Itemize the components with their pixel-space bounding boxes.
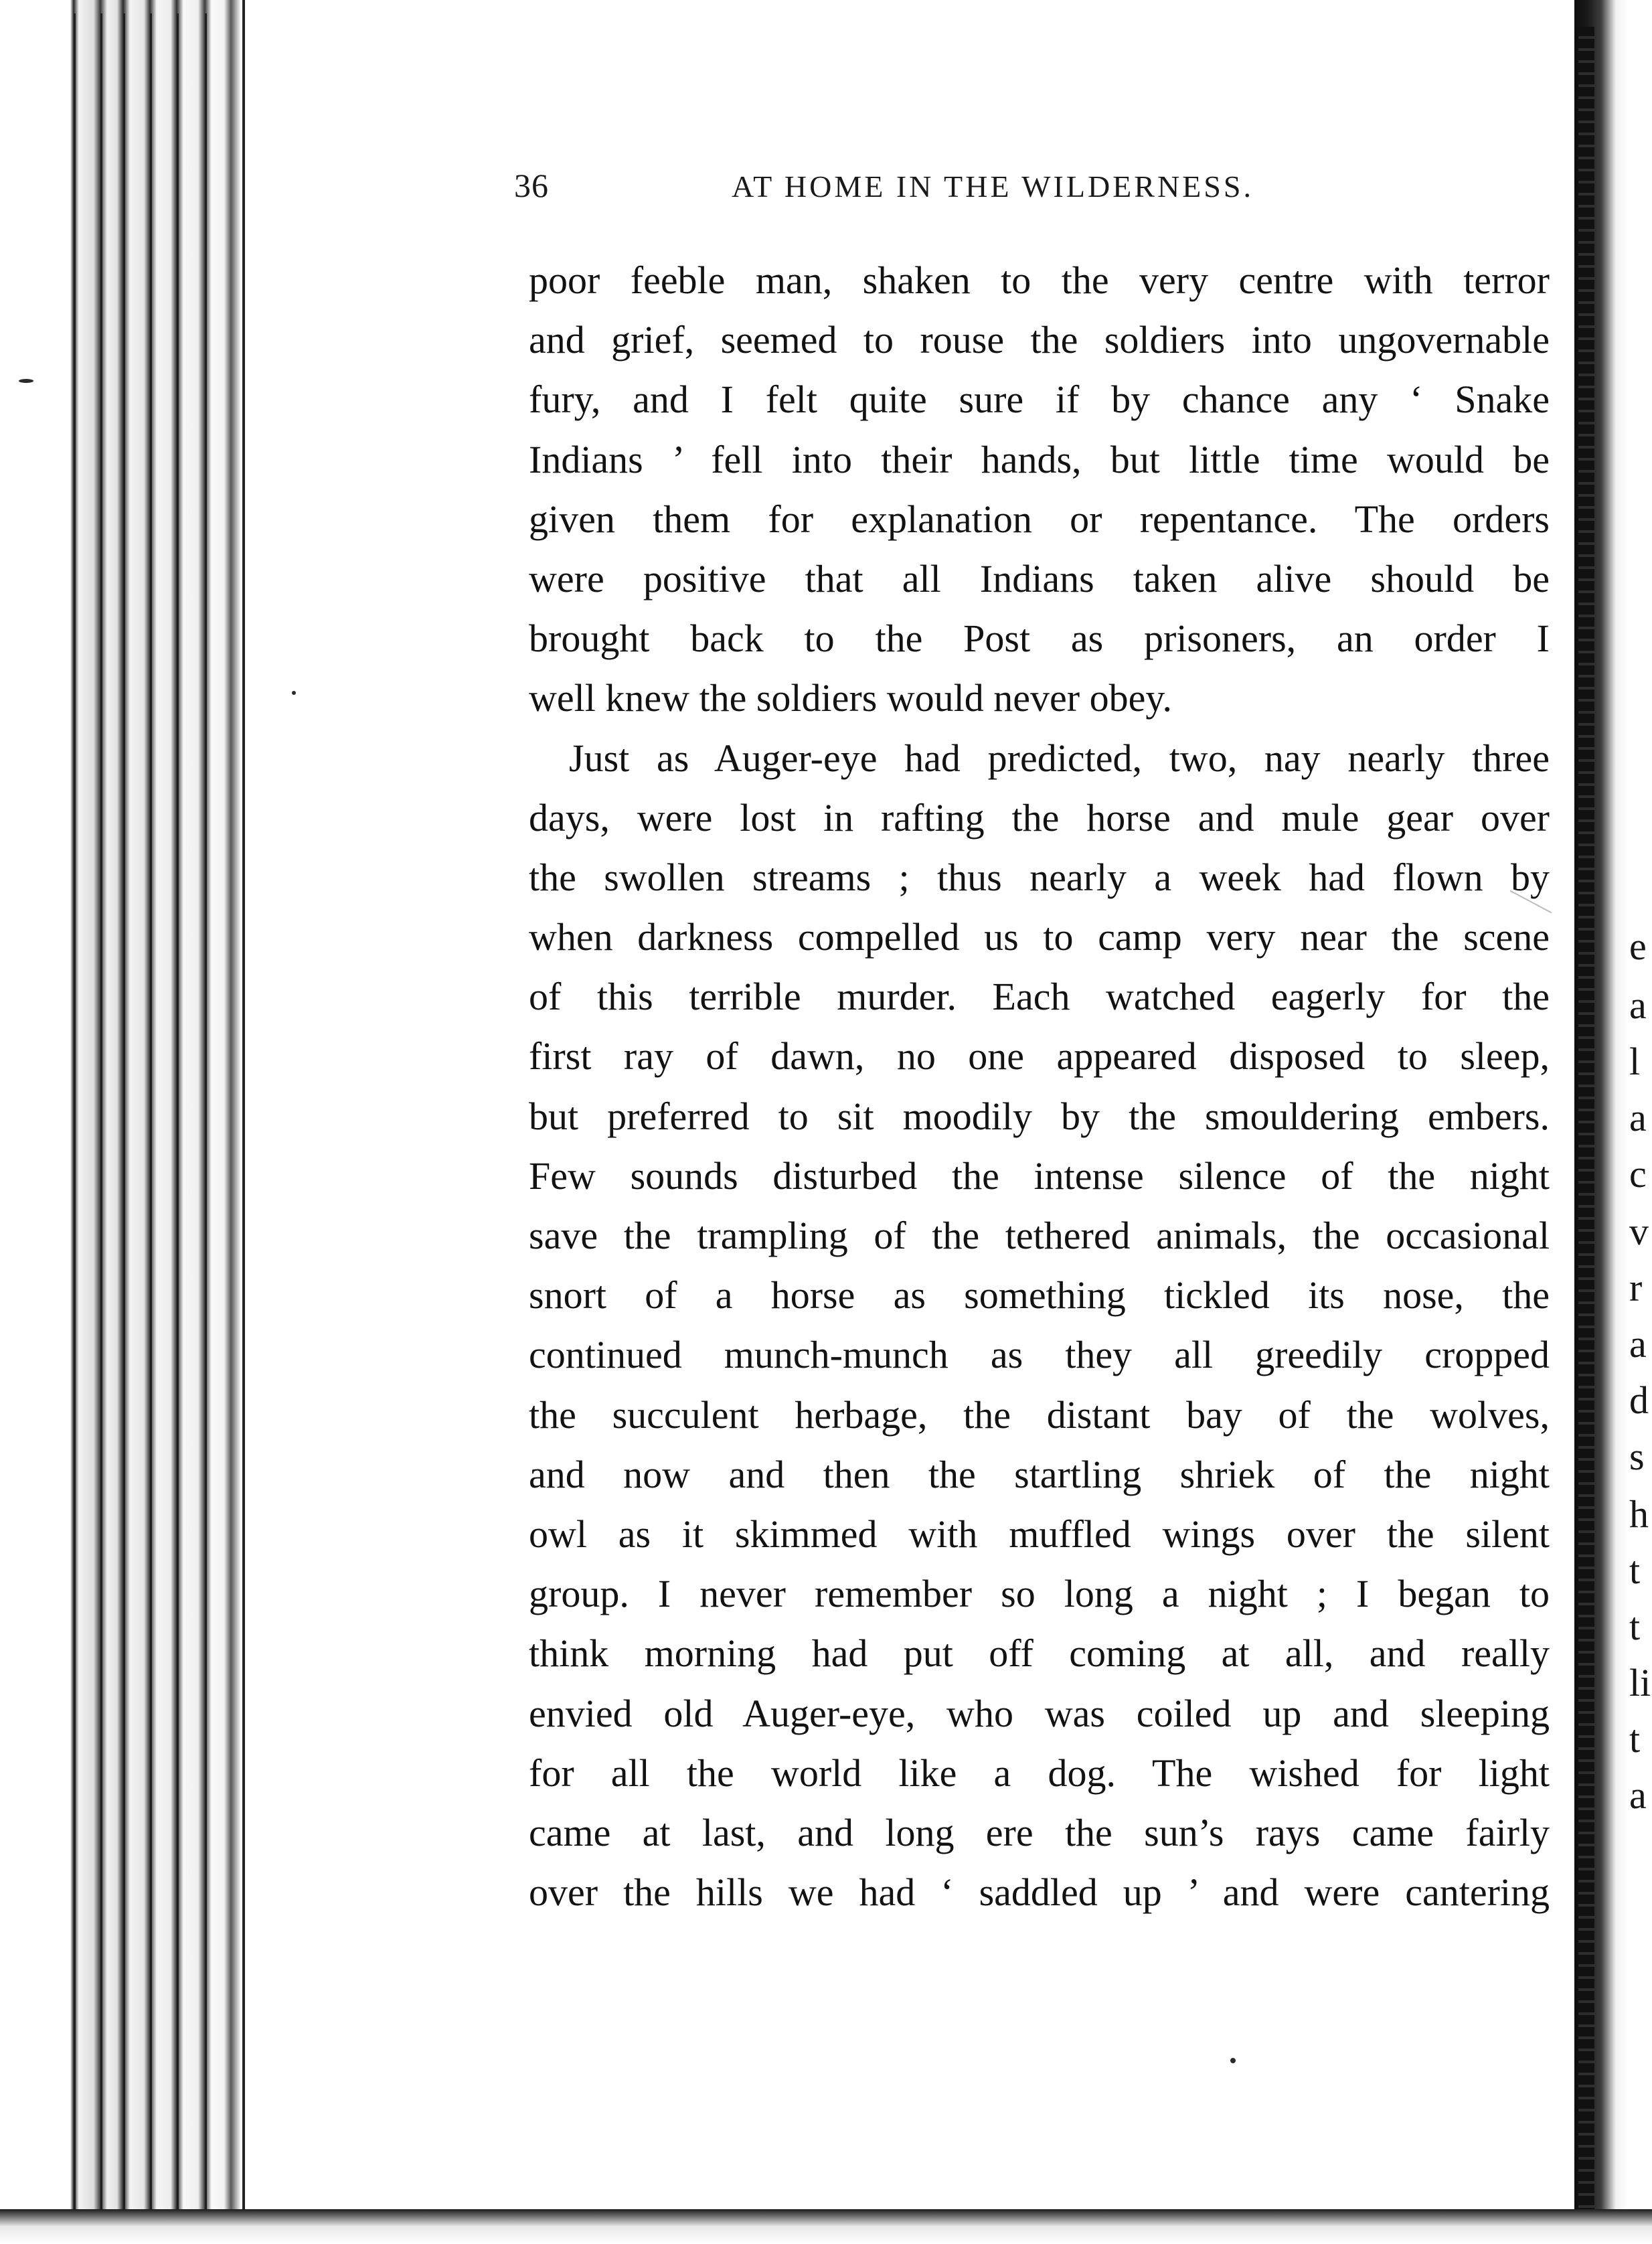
text-line: were positive that all Indians taken alive should be	[529, 556, 1550, 600]
text-line: Few sounds disturbed the intense silence of the night	[529, 1153, 1550, 1198]
text-line: but preferred to sit moodily by the smouldering embers.	[529, 1094, 1550, 1138]
text-line: first ray of dawn, no one appeared disposed to sleep,	[529, 1034, 1550, 1078]
facing-page-letter: t	[1629, 1548, 1641, 1592]
text-line: for all the world like a dog. The wished for light	[529, 1751, 1550, 1795]
facing-page-letter: d	[1629, 1378, 1649, 1422]
text-line: envied old Auger-eye, who was coiled up and sleeping	[529, 1691, 1550, 1735]
spine-edges	[1578, 27, 1594, 2229]
facing-page-letter: l	[1629, 1040, 1641, 1083]
text-line: owl as it skimmed with muffled wings over the silent	[529, 1512, 1550, 1556]
text-line: continued munch-munch as they all greedily cropped	[529, 1333, 1550, 1377]
text-line: fury, and I felt quite sure if by chance any ‘ Snake	[529, 378, 1550, 422]
text-line: brought back to the Post as prisoners, an order I	[529, 617, 1550, 661]
text-line: when darkness compelled us to camp very near the scene	[529, 915, 1550, 959]
text-line: think morning had put off coming at all, and really	[529, 1631, 1550, 1676]
facing-page-letter: e	[1629, 925, 1647, 968]
text-line: poor feeble man, shaken to the very centre with terror	[529, 258, 1550, 302]
page-edge-line	[100, 13, 102, 2223]
text-line: save the trampling of the tethered animals, the occasional	[529, 1214, 1550, 1257]
text-line: over the hills we had ‘ saddled up ’ and were cantering	[529, 1870, 1550, 1915]
scan-speck	[292, 691, 296, 695]
facing-page-letter: li	[1629, 1661, 1651, 1704]
text-line: snort of a horse as something tickled its nose, the	[529, 1273, 1550, 1317]
page-edge-line	[150, 13, 152, 2223]
facing-page-letter: t	[1629, 1717, 1641, 1761]
running-head	[514, 166, 1359, 220]
text-line: the succulent herbage, the distant bay of the wolves,	[529, 1392, 1550, 1437]
scan-speck	[1230, 2058, 1236, 2063]
text-line: and now and then the startling shriek of the night	[529, 1452, 1550, 1496]
text-line: well knew the soldiers would never obey.	[529, 676, 1173, 720]
facing-page-letter: t	[1629, 1605, 1641, 1648]
page-edge-line	[123, 13, 125, 2223]
facing-page-letter: a	[1629, 1096, 1647, 1139]
text-line: came at last, and long ere the sun’s rays came fairly	[529, 1810, 1550, 1854]
page-number: 36	[514, 167, 549, 204]
text-line: days, were lost in rafting the horse and mule gear over	[529, 795, 1550, 839]
facing-page-fragments	[1628, 0, 1652, 2244]
scan-speck	[19, 379, 33, 383]
facing-page-letter: h	[1629, 1492, 1649, 1536]
text-line: the swollen streams ; thus nearly a week had flown by	[529, 855, 1550, 899]
running-title: AT HOME IN THE WILDERNESS.	[732, 169, 1254, 204]
body-text	[529, 250, 1550, 1922]
facing-page-letter: r	[1629, 1266, 1643, 1309]
facing-page-letter: a	[1629, 983, 1647, 1027]
text-line: group. I never remember so long a night ; I began to	[529, 1572, 1550, 1616]
page-edge-line	[74, 13, 76, 2223]
facing-page-letter: c	[1629, 1152, 1647, 1196]
text-line: Indians ’ fell into their hands, but little time would be	[529, 437, 1550, 481]
page-edge-line	[177, 13, 179, 2223]
text-line: given them for explanation or repentance. The orders	[529, 497, 1550, 541]
facing-page-letter: v	[1629, 1210, 1649, 1253]
text-line: of this terrible murder. Each watched eagerly for the	[529, 975, 1550, 1019]
page-edge-line	[205, 13, 207, 2223]
page-bottom-edge	[0, 2209, 1652, 2244]
text-line: Just as Auger-eye had predicted, two, nay nearly three	[569, 736, 1550, 780]
text-line: and grief, seemed to rouse the soldiers into ungovernable	[529, 318, 1550, 362]
facing-page-letter: s	[1629, 1435, 1645, 1478]
facing-page-letter: a	[1629, 1322, 1647, 1366]
facing-page-letter: a	[1629, 1773, 1647, 1817]
